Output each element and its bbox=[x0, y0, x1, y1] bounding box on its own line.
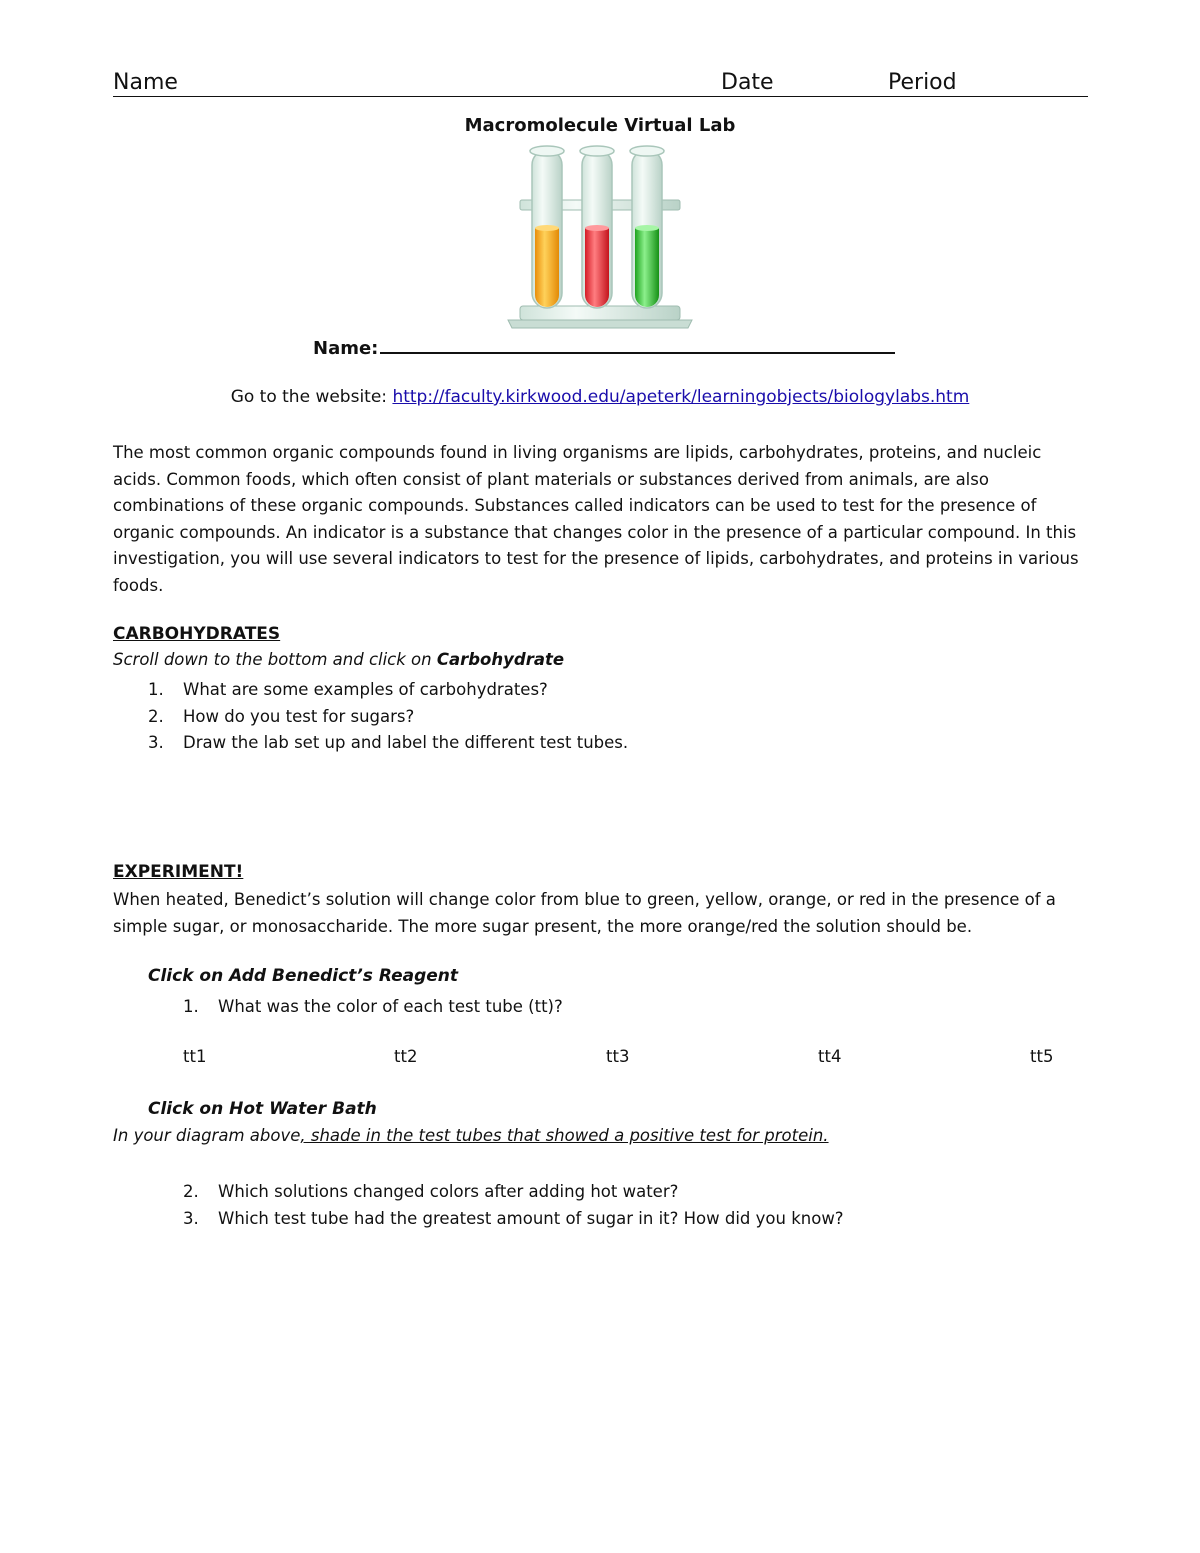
tube-label-tt3: tt3 bbox=[606, 1047, 630, 1066]
test-tube-green bbox=[630, 146, 664, 308]
rack-base bbox=[508, 320, 692, 328]
intro-paragraph: The most common organic compounds found in living organisms are lipids, carbohydrates, proteins, and nucleic acids. Common foods, which often consist of plant materials or substances derived from animals, are also combinations of these organic compounds. Substances called indicators can be used to test for the presence of organic compounds. An indicator is a substance that changes color in the presence of a particular compound. In this investigation, you will use several indicators to test for the presence of lipids, carbohydrates, and proteins in various foods. bbox=[113, 443, 1079, 595]
instruction-bold: Carbohydrate bbox=[436, 650, 565, 669]
student-name-label: Name: bbox=[313, 338, 379, 359]
header-date-label: Date bbox=[721, 70, 774, 95]
website-line bbox=[0, 387, 1200, 407]
experiment-paragraph: When heated, Benedict’s solution will change color from blue to green, yellow, orange, or red in the presence of a simple sugar, or monosaccharide. The more sugar present, the more orange/red the solution should be. bbox=[113, 890, 1056, 936]
question-text: Which solutions changed colors after adding hot water? bbox=[218, 1182, 679, 1201]
benedict-questions bbox=[183, 994, 563, 1021]
question-text: Which test tube had the greatest amount of sugar in it? How did you know? bbox=[218, 1208, 844, 1228]
tube-label-tt4: tt4 bbox=[818, 1047, 842, 1066]
note-prefix: In your diagram above bbox=[113, 1126, 301, 1145]
question-text: What was the color of each test tube (tt)? bbox=[218, 997, 563, 1016]
student-name-field[interactable] bbox=[313, 334, 895, 359]
shading-instruction bbox=[113, 1126, 829, 1145]
note-underlined: , shade in the test tubes that showed a positive test for protein. bbox=[300, 1126, 829, 1145]
question-number: 2. bbox=[148, 706, 164, 726]
benedict-heading: Click on Add Benedict’s Reagent bbox=[148, 966, 459, 986]
tube-label-tt2: tt2 bbox=[394, 1047, 418, 1066]
page-title: Macromolecule Virtual Lab bbox=[464, 115, 736, 136]
tube-label-tt1: tt1 bbox=[183, 1047, 207, 1066]
carbohydrate-questions bbox=[148, 677, 628, 757]
test-tube-orange bbox=[530, 146, 564, 308]
question-number: 3. bbox=[183, 1208, 199, 1228]
header-period-label: Period bbox=[888, 70, 957, 95]
question-item bbox=[148, 704, 628, 731]
question-text: What are some examples of carbohydrates? bbox=[183, 680, 548, 699]
carbohydrates-instruction bbox=[113, 650, 564, 669]
question-item bbox=[183, 1206, 844, 1233]
website-link[interactable]: http://faculty.kirkwood.edu/apeterk/learningobjects/biologylabs.htm bbox=[392, 387, 970, 407]
test-tubes-icon bbox=[500, 142, 700, 334]
student-name-blank[interactable] bbox=[380, 334, 895, 354]
question-number: 1. bbox=[183, 997, 199, 1016]
question-item bbox=[183, 994, 563, 1021]
question-item bbox=[183, 1179, 844, 1206]
question-text: How do you test for sugars? bbox=[183, 706, 415, 726]
hot-water-questions bbox=[183, 1179, 844, 1232]
header-line bbox=[113, 70, 1088, 97]
question-item bbox=[148, 677, 628, 704]
test-tube-red bbox=[580, 146, 614, 308]
question-number: 1. bbox=[148, 680, 164, 699]
instruction-text: Scroll down to the bottom and click on bbox=[113, 650, 437, 669]
carbohydrates-heading: CARBOHYDRATES bbox=[113, 624, 281, 644]
tube-label-tt5: tt5 bbox=[1030, 1047, 1054, 1066]
experiment-heading: EXPERIMENT! bbox=[113, 862, 244, 882]
header-name-label: Name bbox=[113, 70, 178, 95]
website-prefix: Go to the website: bbox=[230, 387, 393, 407]
question-item bbox=[148, 730, 628, 757]
hot-water-bath-heading: Click on Hot Water Bath bbox=[148, 1099, 377, 1119]
question-number: 3. bbox=[148, 733, 164, 752]
question-number: 2. bbox=[183, 1182, 199, 1201]
question-text: Draw the lab set up and label the different test tubes. bbox=[183, 733, 629, 752]
